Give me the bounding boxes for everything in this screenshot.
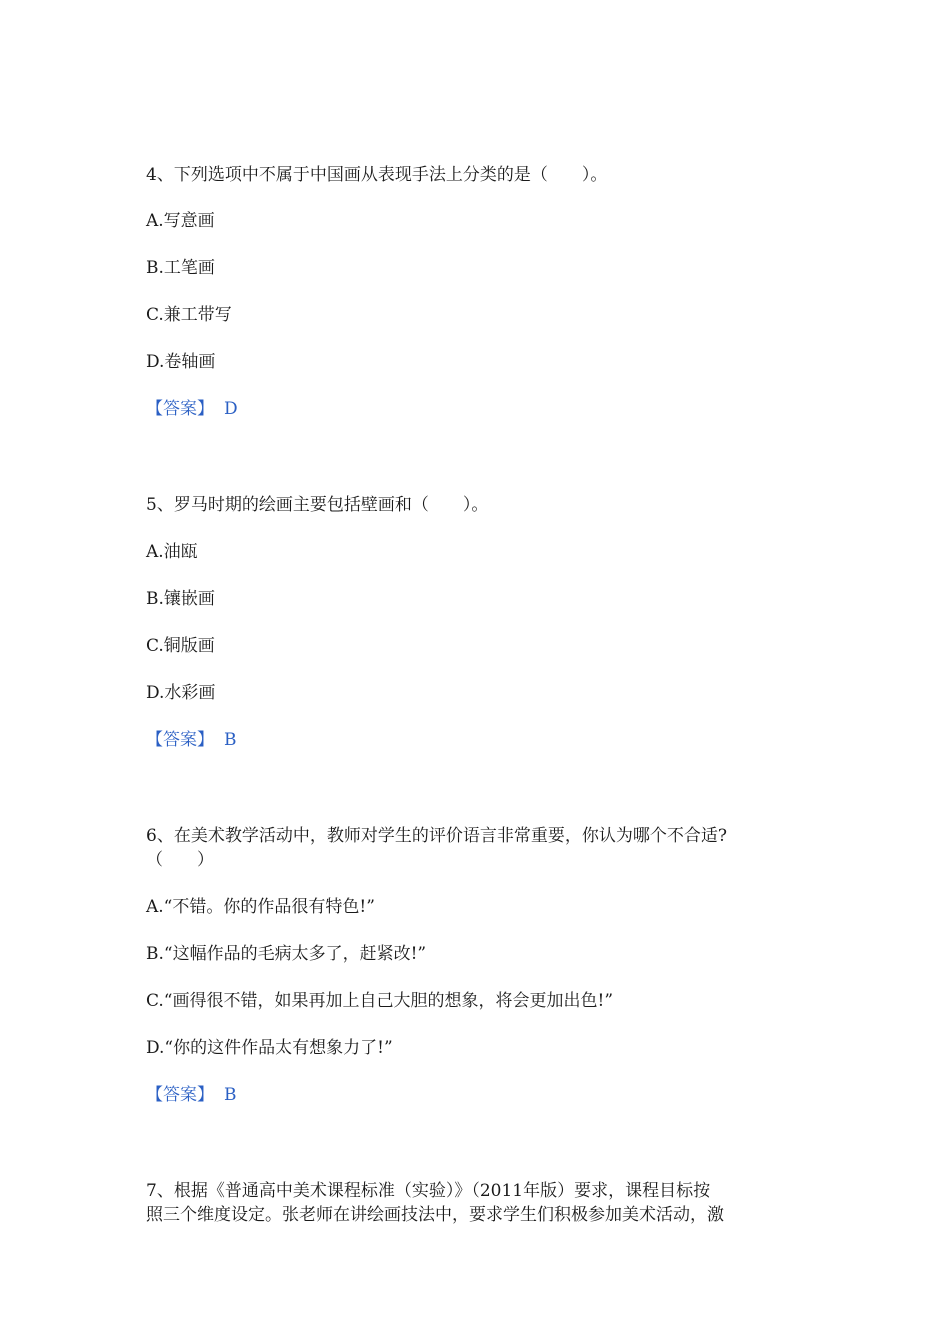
question-6-option-a: A.“不错。你的作品很有特色!” bbox=[146, 897, 375, 917]
answer-value: B bbox=[224, 1085, 237, 1105]
question-4-stem: 4、下列选项中不属于中国画从表现手法上分类的是（ ）。 bbox=[146, 165, 608, 185]
question-7-stem-line-1: 7、根据《普通高中美术课程标准（实验）》（2011年版）要求，课程目标按 bbox=[146, 1181, 711, 1201]
question-6-stem-line-2: （ ） bbox=[146, 850, 214, 870]
question-5-option-a: A.油瓯 bbox=[146, 542, 198, 562]
answer-label: 【答案】 bbox=[146, 1085, 214, 1105]
question-6-option-c: C.“画得很不错，如果再加上自己大胆的想象，将会更加出色!” bbox=[146, 991, 614, 1011]
question-5-option-d: D.水彩画 bbox=[146, 683, 216, 703]
question-6-option-b: B.“这幅作品的毛病太多了，赶紧改!” bbox=[146, 944, 427, 964]
question-7-stem-line-2: 照三个维度设定。张老师在讲绘画技法中，要求学生们积极参加美术活动，激 bbox=[146, 1205, 724, 1225]
question-6-option-d: D.“你的这件作品太有想象力了!” bbox=[146, 1038, 393, 1058]
question-5-stem: 5、罗马时期的绘画主要包括壁画和（ ）。 bbox=[146, 495, 489, 515]
question-4-option-d: D.卷轴画 bbox=[146, 352, 216, 372]
answer-value: B bbox=[224, 730, 237, 750]
question-6-stem-line-1: 6、在美术教学活动中，教师对学生的评价语言非常重要，你认为哪个不合适? bbox=[146, 826, 727, 846]
question-4-option-a: A.写意画 bbox=[146, 211, 215, 231]
question-4-option-c: C.兼工带写 bbox=[146, 305, 232, 325]
answer-value: D bbox=[224, 399, 238, 419]
question-4-option-b: B.工笔画 bbox=[146, 258, 215, 278]
answer-label: 【答案】 bbox=[146, 730, 214, 750]
question-4-answer bbox=[146, 398, 238, 420]
question-5-option-b: B.镶嵌画 bbox=[146, 589, 215, 609]
question-5-option-c: C.铜版画 bbox=[146, 636, 215, 656]
answer-label: 【答案】 bbox=[146, 399, 214, 419]
question-6-answer bbox=[146, 1084, 237, 1106]
question-5-answer bbox=[146, 729, 237, 751]
